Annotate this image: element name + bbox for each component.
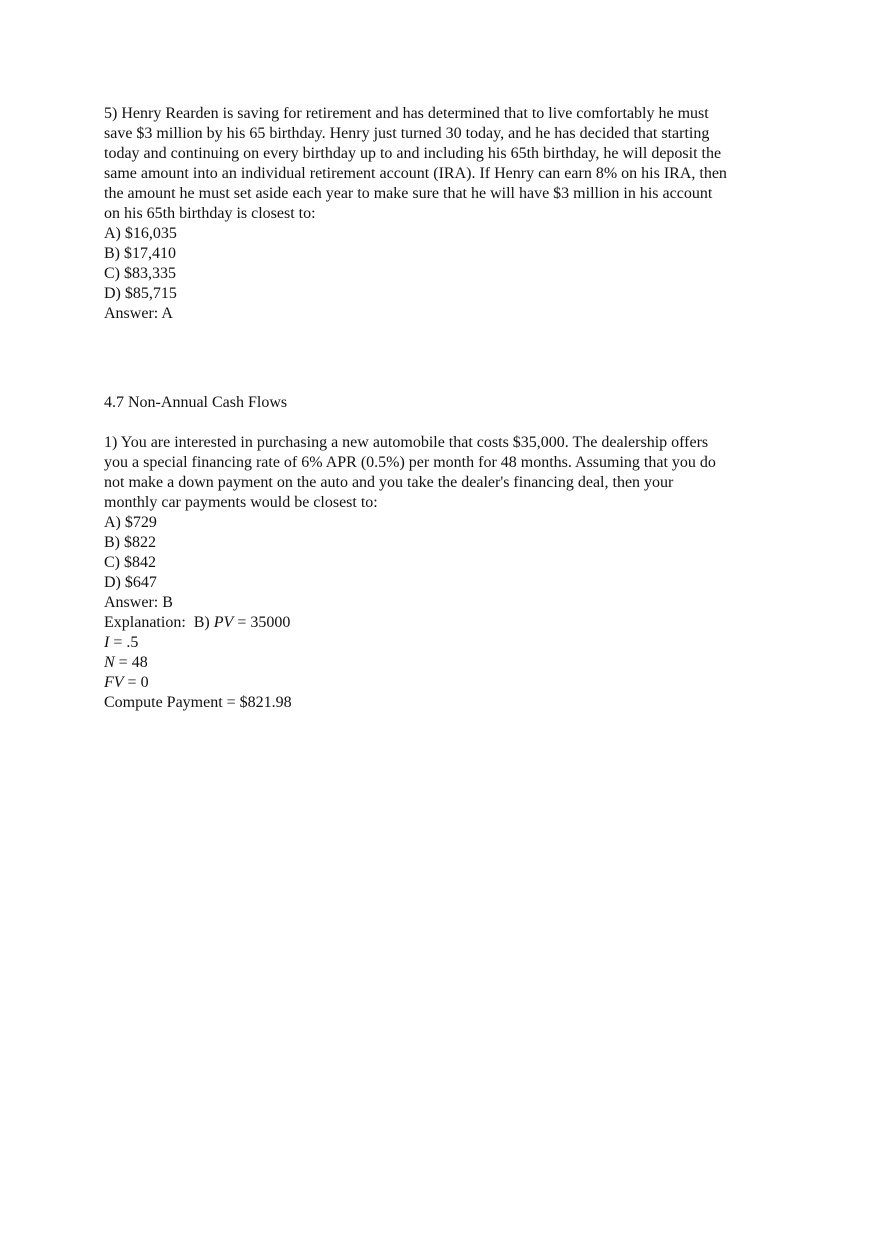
answer-option: A) $16,035 [104, 225, 177, 242]
answer-line: Answer: B [104, 594, 173, 611]
i-value: = .5 [109, 634, 139, 651]
answer-option: A) $729 [104, 514, 157, 531]
question-text-line: same amount into an individual retirement account (IRA). If Henry can earn 8% on his IRA, then [104, 165, 727, 182]
answer-option: C) $842 [104, 554, 156, 571]
explanation-line [104, 633, 794, 653]
answer-option: B) $822 [104, 534, 156, 551]
pv-value: = 35000 [233, 614, 291, 631]
question-text-line: not make a down payment on the auto and you take the dealer's financing deal, then your [104, 474, 674, 491]
n-value: = 48 [114, 654, 148, 671]
question-text-line: monthly car payments would be closest to: [104, 494, 378, 511]
question-text-line: save $3 million by his 65 birthday. Henry just turned 30 today, and he has decided that starting [104, 125, 710, 142]
question-text-line: you a special financing rate of 6% APR (0.5%) per month for 48 months. Assuming that you do [104, 454, 716, 471]
pv-variable: PV [213, 614, 234, 631]
question-text-line: the amount he must set aside each year to make sure that he will have $3 million in his account [104, 185, 713, 202]
explanation-line [104, 613, 794, 633]
answer-option: D) $85,715 [104, 285, 177, 302]
compute-line: Compute Payment = $821.98 [104, 694, 292, 711]
fv-variable: FV [104, 674, 124, 691]
answer-option: C) $83,335 [104, 265, 176, 282]
explanation-prefix: Explanation: B) [104, 614, 214, 631]
section-heading: 4.7 Non-Annual Cash Flows [104, 394, 288, 411]
explanation-line [104, 653, 794, 673]
answer-option: B) $17,410 [104, 245, 176, 262]
question-text-line: 1) You are interested in purchasing a new automobile that costs $35,000. The dealership offers [104, 434, 709, 451]
explanation-line [104, 673, 794, 693]
spacer [104, 413, 794, 433]
question-5 [104, 104, 794, 324]
question-text-line: on his 65th birthday is closest to: [104, 205, 316, 222]
n-variable: N [104, 654, 115, 671]
question-text-line: today and continuing on every birthday up to and including his 65th birthday, he will deposit the [104, 145, 722, 162]
i-variable: I [104, 634, 110, 651]
document-page [104, 104, 794, 713]
fv-value: = 0 [123, 674, 149, 691]
answer-line: Answer: A [104, 305, 173, 322]
question-text-line: 5) Henry Rearden is saving for retirement and has determined that to live comfortably he must [104, 105, 709, 122]
answer-option: D) $647 [104, 574, 157, 591]
question-1 [104, 433, 794, 713]
